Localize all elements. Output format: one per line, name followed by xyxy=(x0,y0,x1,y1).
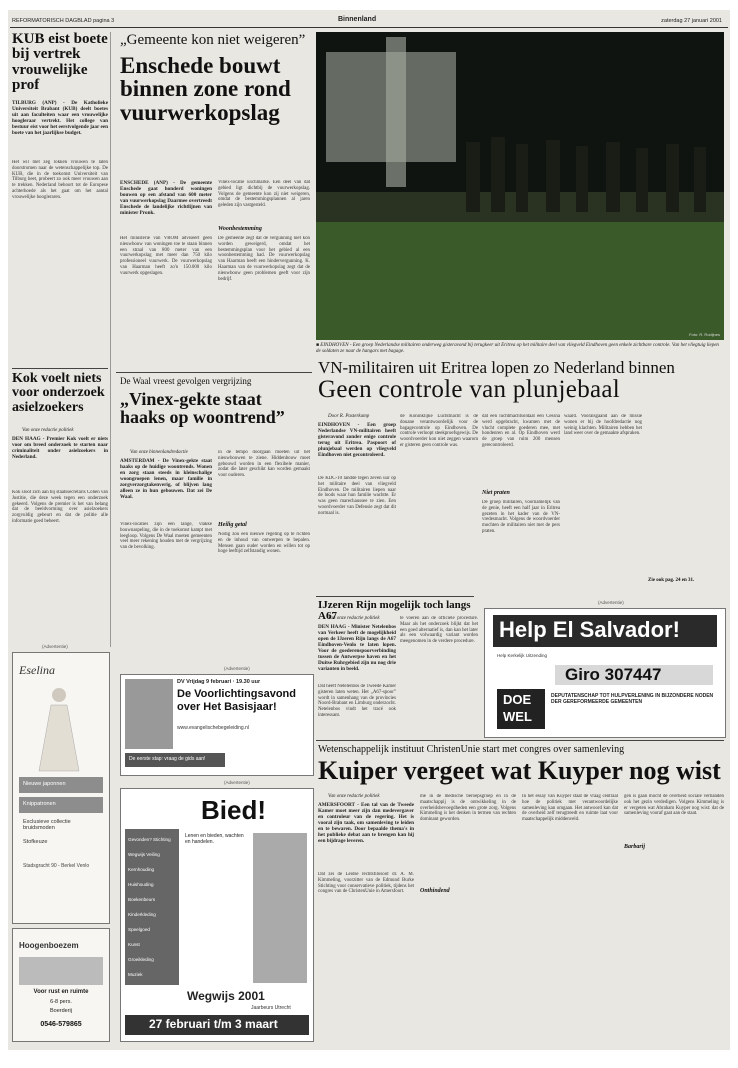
doe-wel-logo xyxy=(497,689,545,729)
dv-big2: over Het Basisjaar! xyxy=(177,701,277,713)
vinex-body1: Vinex-locaties zijn een lange, vlakke bouwnaspeling, die in de toekomst kampt met leegloop. Volgens De Waal moeten gemeenten veel meer rekening houden met de vergrijzing van de bevolking. xyxy=(120,522,212,551)
bied-item: Kinderkleding xyxy=(128,912,156,917)
bied-item: Groeikleding xyxy=(128,957,154,962)
ijzeren-body1: Dat heeft Netelenbos de Tweede Kamer gisteren laten weten. Het „A67-spoor” wordt in samenhang van de provincies Noord-Brabant en Limburg onderzocht. Netelenbos vindt het tracé ook interessant. xyxy=(318,684,396,718)
ad-label-dv: (Advertentie) xyxy=(224,666,250,671)
wel-text: WEL xyxy=(503,709,532,724)
eselina-t1: Nieuwe japonnen xyxy=(23,781,66,787)
salvador-giro: Giro 307447 xyxy=(565,665,662,684)
photo-credit: Foto: R. Rodijnes xyxy=(689,332,720,337)
photo-caption-text: EINDHOVEN - Een groep Nederlandse militairen onderweg gisteravond bij terugkeer uit Eritrea op het militaire deel van vliegveld Eindhoven geen enkele zichtbare controle. Van het vliegtuig liepen de soldaten ze naar de hangars met bagage. xyxy=(316,343,719,354)
enschede-headline: Enschede bouwt binnen zone rond vuurwerkopslag xyxy=(120,53,291,125)
vn-see-also: Zie ook pag. 24 en 31. xyxy=(648,578,695,583)
ijzeren-headline: IJzeren Rijn mogelijk toch langs A67 xyxy=(318,599,471,623)
enschede-body1: Het ministerie van VROM adviseert geen nieuwbouw van woningen toe te staan binnen een straal van 800 meter van een vuurwerkopslag met meer dan 750 kilo professioneel vuurwerk. De vuurwerkopslag van Haarman heeft zo'n 150.000 kilo vuurwerk opgeslagen. xyxy=(120,236,212,276)
photo-grass xyxy=(316,202,724,340)
photo-pole xyxy=(386,37,406,187)
bied-list xyxy=(128,832,178,982)
vn-body3: dat een luchtmachtsoldaat een Cessna werd opgebracht, kwamen met de vlucht complete goederen mee, met hondenren en al. Op Eindhoven werd de groep van ruim 200 mensen gerecontroleerd. xyxy=(482,414,560,448)
newspaper-page xyxy=(8,10,730,1050)
vn-byline: Door R. Pasterkamp xyxy=(328,414,370,419)
ijzeren-rule xyxy=(316,596,474,597)
bied-item: Gevonden? Stichting xyxy=(128,837,171,842)
hoogen-name: Hoogenboezem xyxy=(19,941,79,950)
kuiper-body2: me in de medische beroepsgroep en in de maatschappij is de ontwikkeling in de overheidsbevoegdheden een grote zorg. Volgens Kimmeling is het denken in termen van rechten dominant geworden. xyxy=(420,794,516,823)
hoogen-photo xyxy=(19,957,103,985)
col1-rule xyxy=(110,32,111,647)
photo-scene xyxy=(316,32,724,340)
vn-body2: de Koninklijke Luchtmacht is de douane verantwoordelijk voor de bagagecontrole op Eindhoven. De controle verloopt steekproefsgewijs. De woordvoerder kon niet zeggen waarom er gisteren geen controle was. xyxy=(400,414,478,448)
vn-kicker: VN-militairen uit Eritrea lopen zo Nederland binnen xyxy=(318,358,675,377)
bied-dates: 27 februari t/m 3 maart xyxy=(149,1017,278,1031)
vinex-rule xyxy=(116,372,312,373)
ad-bied-wegwijs[interactable] xyxy=(120,788,314,1042)
bied-list-bar xyxy=(125,829,179,985)
hoogen-phone: 0546-579865 xyxy=(40,1021,82,1028)
header-left: REFORMATORISCH DAGBLAD pagina 3 xyxy=(12,18,115,24)
vn-lead: EINDHOVEN - Een groep Nederlandse VN-militairen heeft gisteravond zonder enige controle terug uit Eritrea. Paspoort of plunjebaal werden op vliegveld Eindhoven niet gecontroleerd. xyxy=(318,422,396,458)
enschede-body3: De gemeente zegt dat de vergunning niet kon worden geweigerd, omdat het bestemmingsplan voor het gebied al een woonbestemming had. De vuurwerkopslag van Haarman heeft een hindervergunning. K. Haarman van de vuurwerkopslag zegt dat de nieuwbouw geen problemen geeft voor zijn bedrijf. xyxy=(218,236,310,282)
kuiper-lead: AMERSFOORT - Een tal van de Tweede Kamer moet meer zijn dan medevergaver en controleur van de regering. Het is vooral zijn taak, om samenleving te leiden en te bewaren. Door bepaalde thema's in het publieke debat aan te brengen kan hij een bijdrage leveren. xyxy=(318,802,414,844)
kuiper-subhead1: Onthindend xyxy=(420,888,450,894)
news-photo xyxy=(316,32,724,340)
kok-headline: Kok voelt niets voor onderzoek asielzoekers xyxy=(12,371,105,415)
ad-label-bied: (Advertentie) xyxy=(224,780,250,785)
photo-caption xyxy=(316,343,724,355)
vinex-headline: „Vinex-gekte staat haaks op woontrend” xyxy=(120,389,285,428)
hoogen-line2: 6-8 pers. xyxy=(50,999,72,1005)
vn-body1: De KDC-10 landde tegen zeven uur op het militaire deel van vliegveld Eindhoven. De militairen liepen naar de loods waar hun familie wachtte. Er was geen marechaussee te zien. Een woordvoerder van Defensie zegt dat dit normaal is. xyxy=(318,476,396,516)
salvador-org: DEPUTATENSCHAP TOT HULPVERLENING IN BIJZONDERE NODEN DER GEREFORMEERDE GEMEENTEN xyxy=(551,693,714,705)
vn-body5: waard. Vooralsgaand aan de missie wonen er bij de hoofdredactie nog weinig klachten. Militairen hebben het land weer over de gemaakte afspraken. xyxy=(564,414,642,437)
vn-headline: Geen controle van plunjebaal xyxy=(318,376,621,403)
bride-illustration xyxy=(29,683,89,773)
hoogen-line3: Boerderij xyxy=(49,1008,72,1014)
kuiper-body1: Dat zei de Leidse rechtsfilosoof dr. A. M. Kimmeling, voorzitter van de Edmund Burke Stichting voor conservatieve politiek, tijdens het congres van de ChristenUnie in Amersfoort. xyxy=(318,872,414,895)
enschede-kicker: „Gemeente kon niet weigeren” xyxy=(120,32,306,48)
salvador-note: Help Kerkelijk Uitzending xyxy=(497,653,548,658)
ad-help-el-salvador[interactable] xyxy=(484,608,726,738)
bied-item: Huishouding xyxy=(128,882,154,887)
kub-lead: TILBURG (ANP) - De Katholieke Universiteit Brabant (KUB) deelt boetes uit aan faculteiten waar een vrouwelijke hoogleraar vertrekt. Het college van bestuur eist voor het eerstvolgende jaar een boete van het jaarlijkse budget. xyxy=(12,100,108,136)
bied-item: Kernhouding xyxy=(128,867,155,872)
vinex-kicker: De Waal vreest gevolgen vergrijzing xyxy=(120,376,252,386)
caption-bullet-icon: ■ xyxy=(316,343,321,348)
kub-headline: KUB eist boete bij vertrek vrouwelijke prof xyxy=(12,31,108,93)
ijzeren-body2: te voeren aan de officiële procedure. Maar als het onderzoek blijkt dat het een goed alternatief is, dan kan het later als een volwaardig variant worden meegenomen in de verdere procedure. xyxy=(400,616,478,645)
enschede-lead: ENSCHEDE (ANP) - De gemeente Enschede gaat honderd woningen bouwen op een afstand van 600 meter van vuurwerkopslag Daarmee overtreedt Enschede de landelijke richtlijnen van minister Pronk. xyxy=(120,180,212,216)
hoogen-line1: Voor rust en ruimte xyxy=(33,989,89,995)
header-rule xyxy=(10,27,728,28)
vinex-body2: in de tempo doorgaan moeten uit het nieuwbouwen te ziene. Hiddenbouw moet gebouwd worden in een flexibele manier, zodat die later geschikt kan worden gemaakt voor ouderen. xyxy=(218,450,310,479)
dv-title: DV Vrijdag 9 februari · 19.30 uur xyxy=(177,679,261,685)
bied-photo xyxy=(253,833,307,983)
vinex-byline: Van onze binnenlandredactie xyxy=(130,450,188,455)
eselina-t2: Knippatronen xyxy=(23,801,56,807)
vn-subhead: Niet praten xyxy=(482,490,510,496)
eselina-logo: Eselina xyxy=(19,663,55,677)
bied-title: Bied! xyxy=(201,795,266,825)
eselina-t3: Exclusieve collectie bruidsmoden xyxy=(23,819,71,831)
bied-mid: Lenen en bieden, wachten en handelen. xyxy=(185,833,244,845)
ijzeren-lead: DEN HAAG - Minister Netelenbos van Verkeer heeft de mogelijkheid open de IJzeren Rijn langs de A67 Eindhoven-Venlo te laten lopen. Voor de goederenspoorverbinding tussen de Antwerpse haven en het Duitse Ruhrgebied zijn nu nog drie varianten in beeld. xyxy=(318,624,396,672)
ad-label-salvador: (Advertentie) xyxy=(598,600,624,605)
kuiper-headline: Kuiper vergeet wat Kuyper nog wist xyxy=(318,756,721,785)
photo-soldiers xyxy=(466,137,706,212)
kuiper-subhead2: Barbarij xyxy=(624,844,646,850)
kuiper-rule xyxy=(316,740,724,741)
kuiper-kicker: Wetenschappelijk instituut ChristenUnie start met congres over samenleving xyxy=(318,744,625,755)
ijzeren-byline: Van onze redactie politiek xyxy=(328,616,380,621)
dv-button-label: De eerste stap: vraag de gids aan! xyxy=(129,756,206,762)
dv-photo xyxy=(125,679,173,749)
header-date: zaterdag 27 januari 2001 xyxy=(661,18,722,24)
vinex-subhead: Heilig getal xyxy=(218,522,247,528)
dv-url: www.evangelischebegeleiding.nl xyxy=(177,725,249,731)
kuiper-byline: Van onze redactie politiek xyxy=(328,794,380,799)
col1-divider xyxy=(12,368,108,369)
header-section: Binnenland xyxy=(338,16,377,23)
kok-body: Kok sloot zich aan bij staatssecretaris Cohen van Justitie, die deze week tegen een onderzoek gekeerd. Volgens de premier is het van belang dat de beeldvorming over asielzoekers zorgvuldig gebeurt en dat de politie alle informatie goed beheert. xyxy=(12,490,108,524)
ad-voorlichtingsavond[interactable] xyxy=(120,674,314,776)
bied-location: Jaarbeurs Utrecht xyxy=(251,1005,291,1011)
kok-lead: DEN HAAG - Premier Kok voelt er niets voor om breed onderzoek te starten naar criminaliteit onder asielzoekers in Nederland. xyxy=(12,436,108,460)
kuiper-body3: In het essay van Kuyper staat de vraag centraal hoe de politiek met verantwoordelijke samenleving kan omgaan. Het antwoord kan dat de overheid zelf terugtreedt en ruimte laat voor maatschappelijk middenveld. xyxy=(522,794,618,823)
doe-text: DOE xyxy=(503,692,532,707)
vn-body4: De groep militairen, voornamelijk van de genie, heeft een half jaar in Eritrea gezeten in het kader van de VN-vredesmacht. Volgens de woordvoerder mochten de militairen niet met de pers praten. xyxy=(482,500,560,534)
ad-hoogenboezem[interactable] xyxy=(12,928,110,1042)
bied-wegwijs: Wegwijs 2001 xyxy=(187,989,265,1003)
kub-body: Het wil met zeg lokken vrouwen te laten doorstromen naar de wetenschappelijke top. De KUB, die in de toekomst Universiteit van Tilburg heet, probeert zo ook meer vrouwen aan te trekken. Nederland behoort tot de Europese achterhoede als het gaat om het aantal vrouwelijke hoogleraren. xyxy=(12,160,108,200)
salvador-title: Help El Salvador! xyxy=(499,617,680,642)
enschede-subhead: Woonbestemming xyxy=(218,226,262,232)
bied-item: Kunst xyxy=(128,942,140,947)
kok-byline: Van onze redactie politiek xyxy=(22,428,74,433)
ad-eselina[interactable] xyxy=(12,652,110,924)
eselina-t4: Stofkeuze xyxy=(23,839,48,845)
eselina-addr: Stadsgracht 90 - Berkel Venlo xyxy=(23,863,90,869)
bied-item: Muziek xyxy=(128,972,143,977)
enschede-body2: Vinex-locatie Eschmarke. Een deel van dat gebied ligt dichtbij de vuurwerkopslag. Volgens de gemeente kon zij niet weigeren, omdat de bestemmingsplannen al jaren geleden zijn vastgesteld. xyxy=(218,180,310,209)
bied-item: Speelgoed xyxy=(128,927,150,932)
bied-item: Wegwijs Veiling xyxy=(128,852,160,857)
ad-label-seline: (Advertentie) xyxy=(42,644,68,649)
dv-big1: De Voorlichtingsavond xyxy=(177,688,296,700)
vinex-body3: Nodig zou een nieuwe regeling op te richten en de inhoud van ontwerpen te bepalen. Mensen gaan ouder worden en willen tot op hoge leeftijd zelfstandig wonen. xyxy=(218,532,310,555)
bied-item: Boekenbeurs xyxy=(128,897,156,902)
kuiper-body4: gen is gaan mocht de overheid sociale verbanden ook het gezin verdedigen. Volgens Kimmeling is er vergeten wat Abraham Kuyper nog wist: dat de samenleving vooraf gaat aan de staat. xyxy=(624,794,724,817)
vinex-lead: AMSTERDAM - De Vinex-gekte staat haaks op de huidige woontrends. Wonen en zorg staan steeds in kleinschalige woongroepen lenen, maar familie in zorgverzorgtakenverig, of blijven lang alleen ze in hun gebouwen. Dat zei De Waal. xyxy=(120,458,212,500)
